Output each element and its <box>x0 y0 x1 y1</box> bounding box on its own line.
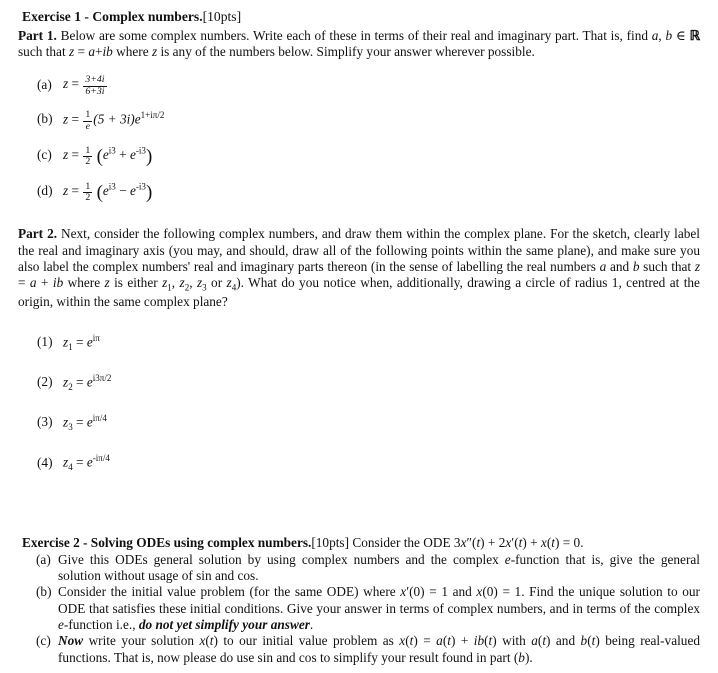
eq-b-rest: (5 + 3i)e <box>93 111 141 127</box>
eq-d-exponent-right: -i3 <box>135 181 146 192</box>
eq-4-subscript: 4 <box>68 462 73 473</box>
part2-math-a: a <box>599 259 607 275</box>
eq-a-fraction <box>83 75 106 97</box>
ex2c-math-1: x(t) <box>199 633 218 649</box>
eq-d-lhs: z <box>63 183 69 199</box>
equation-body-c <box>63 145 718 168</box>
eq-3-equals: = <box>76 414 84 430</box>
spacer <box>37 132 718 145</box>
part2-text-a: Next, consider the following complex numbers, and draw them within the complex plane. For the sketch, clearly label the real and imaginary axis (you may, and should, draw all of the following points within the same plane), and make sure you also label the complex numbers' real and imaginary parts thereon (in the sense of labelling the real numbers <box>18 226 700 275</box>
eq-2-equals: = <box>76 374 84 390</box>
eq-4-equals: = <box>76 454 84 470</box>
equation-item-4 <box>37 453 718 473</box>
ex2b-text-3: . Find the unique solution to our ODE that satisfies these initial conditions. Give your answer in terms of complex numbers, and in terms of the complex <box>58 584 700 616</box>
equation-body-d <box>63 181 718 204</box>
eq-c-exponent-left: i3 <box>108 145 116 156</box>
part1-math-zvar: z <box>151 44 158 60</box>
eq-c-exponent-right: -i3 <box>135 145 146 156</box>
ex2b-text-1: Consider the initial value problem (for the same ODE) where <box>58 584 401 600</box>
eq-b-numerator: 1 <box>85 109 91 121</box>
exercise2-item-list <box>36 552 700 666</box>
eq-4-exponent: -iπ/4 <box>92 453 110 464</box>
ex2b-emphasis: do not yet simplify your answer <box>138 617 310 633</box>
eq-3-base: e <box>86 414 93 430</box>
exercise2-label-c: (c) <box>36 633 51 649</box>
eq-c-paren-open: ( <box>96 145 103 167</box>
part2-text-c: such that <box>639 259 695 275</box>
spacer <box>37 433 718 453</box>
spacer <box>37 353 718 373</box>
part1-text-mid: such that <box>18 44 69 60</box>
part2-paragraph <box>18 226 700 310</box>
eq-b-exponent: 1+iπ/2 <box>140 110 165 121</box>
equation-item-2 <box>37 373 718 393</box>
part2-math-z: z = a + ib <box>18 259 700 291</box>
eq-c-denominator: 2 <box>85 156 91 168</box>
eq-c-equals: = <box>71 146 80 162</box>
equation-label-2: (2) <box>37 374 53 390</box>
eq-d-denominator: 2 <box>85 192 91 204</box>
ex2a-text-1: Give this ODEs general solution by using complex numbers and the complex <box>58 551 505 567</box>
part2-math-list: $z_1$, $z_2$, $z_3$ or $z_4$ <box>162 275 237 294</box>
part1-text-where: where <box>112 44 152 60</box>
part2-label: Part 2. <box>18 226 58 242</box>
equation-label-a: (a) <box>37 76 52 92</box>
eq-d-base-right: e <box>129 183 136 199</box>
eq-d-equals: = <box>71 183 80 199</box>
eq-1-equals: = <box>76 333 84 349</box>
exercise1-heading <box>22 0 700 26</box>
eq-b-lhs: z <box>63 111 69 127</box>
part1-math-z: z = a+ib <box>68 44 113 60</box>
eq-d-numerator: 1 <box>85 180 91 192</box>
eq-a-equals: = <box>71 76 80 92</box>
equation-body-1 <box>63 333 718 353</box>
eq-d-paren-open: ( <box>96 182 103 204</box>
ex2c-math-4: b(t) <box>580 633 600 649</box>
eq-c-operator: + <box>119 146 127 162</box>
equation-item-c <box>37 145 718 168</box>
eq-1-exponent: iπ <box>92 332 100 343</box>
part1-math-ab: a, b ∈ ℝ <box>651 27 700 43</box>
ex2c-emphasis-lead: Now <box>58 633 84 649</box>
exercise2-title: Exercise 2 - Solving ODEs using complex numbers. <box>22 535 312 551</box>
equation-item-d <box>37 181 718 204</box>
equation-body-3 <box>63 413 718 433</box>
exercise2-points: [10pts] <box>311 535 350 551</box>
eq-4-var: z <box>63 454 69 470</box>
equation-item-3 <box>37 413 718 433</box>
eq-a-numerator: 3+4i <box>85 74 105 86</box>
equation-label-c: (c) <box>37 146 52 162</box>
eq-c-base-right: e <box>129 146 136 162</box>
equation-body-4 <box>63 453 718 473</box>
exercise1-points: [10pts] <box>202 9 242 24</box>
eq-c-numerator: 1 <box>85 144 91 156</box>
eq-c-paren-close: ) <box>145 145 153 167</box>
part1-paragraph <box>18 28 700 61</box>
exercise2-item-a <box>36 552 700 585</box>
ex2b-math-1: x′(0) = 1 <box>400 584 448 600</box>
ex2c-text-5: being real-valued functions. That is, now please do use sin and cos to simplify your result found in part <box>58 633 701 665</box>
eq-c-base-left: e <box>102 146 109 162</box>
equation-item-a <box>37 75 718 97</box>
ex2c-math-5: (b) <box>513 649 530 665</box>
part2-text-e: is either <box>109 275 163 291</box>
eq-d-fraction <box>83 182 92 204</box>
spacer <box>0 204 718 226</box>
ex2c-math-2: x(t) = a(t) + ib(t) <box>399 633 497 649</box>
exercise2-item-b <box>36 584 700 633</box>
exercise2-text-b <box>58 584 700 633</box>
eq-a-denominator: 6+3i <box>85 85 105 97</box>
ex2c-text-4: and <box>550 633 581 649</box>
equation-label-b: (b) <box>37 111 53 127</box>
spacer <box>37 97 718 110</box>
ex2b-italic-e: e <box>58 617 64 633</box>
ex2b-math-2: x(0) = 1 <box>476 584 522 600</box>
part1-text-end: is any of the numbers below. Simplify your answer wherever possible. <box>157 44 535 60</box>
eq-4-base: e <box>86 454 93 470</box>
part2-text-f: ). What do you notice when, additionally, drawing a circle of radius 1, centred at the origin, within the same complex plane? <box>18 275 700 310</box>
eq-d-base-left: e <box>102 183 109 199</box>
exercise2-label-a: (a) <box>36 551 51 567</box>
spacer <box>37 393 718 413</box>
exercise2-heading <box>22 535 700 551</box>
ex2b-text-4: -function i.e., <box>63 617 139 633</box>
spacer <box>0 60 718 75</box>
eq-b-denominator: e <box>83 121 92 132</box>
exercise2-item-c <box>36 633 700 666</box>
part2-equation-list <box>37 333 718 474</box>
equation-label-3: (3) <box>37 414 53 430</box>
eq-b-fraction <box>83 110 92 132</box>
eq-1-subscript: 1 <box>68 341 73 352</box>
ex2a-text-2: -function that is, give the general solution without usage of sin and cos. <box>58 551 700 584</box>
eq-3-var: z <box>63 414 69 430</box>
equation-body-2 <box>63 373 718 393</box>
part1-label: Part 1. <box>18 27 57 43</box>
eq-2-subscript: 2 <box>68 381 73 392</box>
eq-d-paren-close: ) <box>145 182 153 204</box>
equation-body-b <box>63 110 718 132</box>
eq-a-lhs: z <box>63 76 69 92</box>
exercise2-text-a <box>58 552 700 585</box>
ex2b-text-5: . <box>309 617 314 633</box>
spacer <box>0 473 718 535</box>
spacer <box>37 168 718 181</box>
equation-item-b <box>37 110 718 132</box>
equation-label-d: (d) <box>37 183 53 199</box>
equation-label-4: (4) <box>37 454 53 470</box>
ex2c-text-6: . <box>529 649 533 665</box>
ex2a-italic-e: e <box>504 551 511 567</box>
eq-3-subscript: 3 <box>68 422 73 433</box>
exercise2-label-b: (b) <box>36 584 52 600</box>
part2-math-zvar: z <box>104 275 110 291</box>
equation-item-1 <box>37 333 718 353</box>
eq-2-var: z <box>63 374 69 390</box>
eq-2-base: e <box>86 374 93 390</box>
equation-body-a <box>63 75 718 97</box>
part2-math-b: b <box>632 259 640 275</box>
exercise1-title: Exercise 1 - Complex numbers. <box>22 9 203 24</box>
eq-c-lhs: z <box>63 146 69 162</box>
eq-1-var: z <box>63 333 69 349</box>
ex2c-text-2: to our initial value problem as <box>217 633 400 649</box>
exercise2-ode: 3x″(t) + 2x′(t) + x(t) = 0. <box>453 535 584 551</box>
equation-label-1: (1) <box>37 333 53 349</box>
part2-text-b: and <box>606 259 633 275</box>
exercise2-intro: Consider the ODE <box>349 535 454 551</box>
eq-1-base: e <box>86 333 93 349</box>
ex2b-text-2: and <box>447 584 477 600</box>
ex2c-text-1: write your solution <box>83 633 200 649</box>
eq-b-equals: = <box>71 111 80 127</box>
part1-text-intro: Below are some complex numbers. Write each of these in terms of their real and imaginary part. That is, find <box>56 27 652 43</box>
eq-3-exponent: iπ/4 <box>92 412 107 423</box>
exercise2-text-c <box>58 633 700 666</box>
eq-c-fraction <box>83 146 92 168</box>
eq-2-exponent: i3π/2 <box>92 372 112 383</box>
eq-d-operator: − <box>119 183 127 199</box>
part1-equation-list <box>37 75 718 204</box>
spacer <box>0 311 718 333</box>
eq-d-exponent-left: i3 <box>108 181 116 192</box>
ex2c-math-3: a(t) <box>531 633 551 649</box>
part2-text-d: where <box>63 275 105 291</box>
ex2c-text-3: with <box>496 633 532 649</box>
